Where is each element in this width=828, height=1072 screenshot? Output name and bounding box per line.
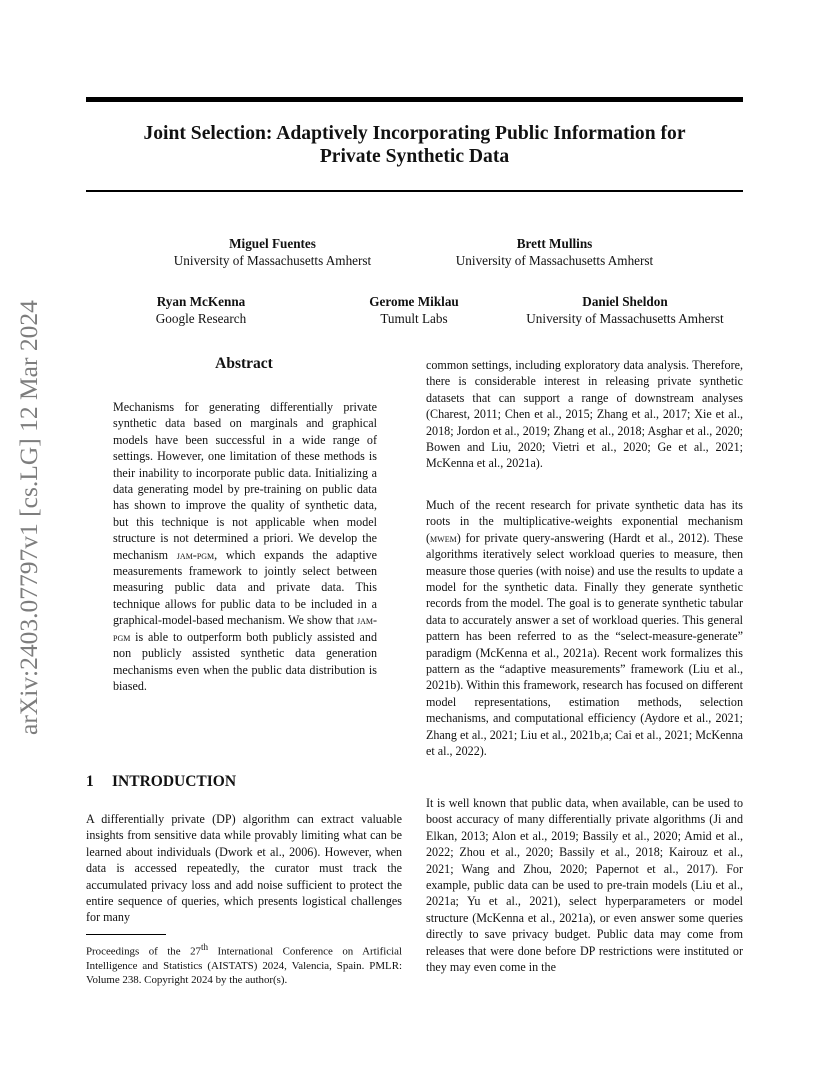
intro-paragraph: A differentially private (DP) algorithm can extract valuable insights from sensitive data while provably limiting what can be learned about individuals (Dwork et al., 2006). However, when data is accessed repeatedly, the curator must track the accumulated privacy loss and add noise sufficient to protect the entire sequence of queries, which presents logistical challenges for many [86,812,402,925]
abstract-text [113,399,377,694]
author-name: Daniel Sheldon [582,294,668,309]
abstract-part-1: Mechanisms for generating differentially private synthetic data based on marginals and graphical models have been successful in a wide range of settings. However, one limitation of these methods is their inability to incorporate public data. Initializing a data generating model by pre-training on public data has shown to improve the quality of synthetic data, but this technique is not applicable when model structure is not determined a priori. We develop the mechanism [113,400,377,562]
author-affiliation: Google Research [155,311,247,326]
author-name: Gerome Miklau [369,294,459,309]
author-block [505,293,745,327]
author-affiliation: University of Massachusetts Amherst [455,253,654,268]
arxiv-identifier-text: arXiv:2403.07797v1 [cs.LG] 12 Mar 2024 [14,300,43,735]
title-line-1: Joint Selection: Adaptively Incorporating Public Information for [143,123,686,144]
footnote-superscript: th [200,942,209,952]
mechanism-name: jam-pgm [113,613,377,644]
section-heading [86,773,236,791]
title-line-2: Private Synthetic Data [319,146,510,167]
section-number: 1 [86,773,94,790]
right-paragraph-2-part-2: ) for private query-answering (Hardt et al., 2012). These algorithms iteratively select workload queries to measure, then measure those queries (with noise) and use the results to update a model for the synthetic data. Finally they generate synthetic records from the model. The goal is to generate synthetic tabular data to accurately answer a set of workload queries. This general pattern has been referred to as the “select-measure-generate” paradigm (McKenna et al., 2021a). Recent work formalizes this pattern as the “adaptive measurements” framework (Liu et al., 2021b). Within this framework, research has focused on different model representations, estimation methods, selection mechanisms, and computational efficiency (Aydore et al., 2021; Zhang et al., 2021; Liu et al., 2021b,a; Cai et al., 2021; McKenna et al., 2022). [426,530,743,759]
abstract-part-3: is able to outperform both publicly assisted and non publicly assisted synthetic data generation mechanisms even when the public data distribution is biased. [113,629,377,693]
arxiv-identifier [10,285,50,735]
abstract-part-2: , which expands the adaptive measurements framework to jointly select between measuring public data and private data. This technique allows for public data to be included in a graphical-model-based mechanism. We show that [113,547,377,628]
right-paragraph-1: common settings, including exploratory data analysis. Therefore, there is considerable interest in releasing private synthetic datasets that can support a range of downstream analyses (Charest, 2011; Chen et al., 2015; Zhang et al., 2017; Xie et al., 2018; Jordon et al., 2019; Zhang et al., 2018; Asghar et al., 2020; Bowen and Liu, 2020; Vietri et al., 2020; Ge et al., 2021; McKenna et al., 2021a). [426,358,743,471]
paper-title [86,122,743,168]
footnote [86,940,402,987]
section-title: INTRODUCTION [112,773,237,790]
author-affiliation: Tumult Labs [380,311,448,326]
right-paragraph-3: It is well known that public data, when available, can be used to boost accuracy of many differentially private algorithms (Ji and Elkan, 2013; Alon et al., 2019; Bassily et al., 2020; Amid et al., 2022; Zhou et al., 2020; Bassily et al., 2018; Kairouz et al., 2021; Wang and Zhou, 2020; Papernot et al., 2017). For example, public data can be used to pre-train models (Liu et al., 2021a; Yu et al., 2021), select hyperparameters or model structure (McKenna et al., 2021a), or even answer some queries directly to save privacy budget. Public data may come from releases that were done before DP restrictions were instituted or they may even come in the [426,796,743,975]
mechanism-name: mwem [430,530,457,545]
mechanism-name: jam-pgm [176,547,215,562]
footnote-text-1: Proceedings of the 27 [86,945,201,958]
title-top-rule [86,97,743,102]
author-affiliation: University of Massachusetts Amherst [173,253,372,268]
author-block [121,293,281,327]
right-paragraph-2-part-1: Much of the recent research for private synthetic data has its roots in the multiplicative-weights exponential mechanism ( [426,498,743,545]
author-name: Brett Mullins [516,236,593,251]
title-bottom-rule [86,190,743,192]
author-block [334,293,494,327]
author-affiliation: University of Massachusetts Amherst [526,311,724,326]
author-name: Ryan McKenna [156,294,246,309]
footnote-rule [86,934,166,935]
abstract-heading: Abstract [215,355,273,372]
author-block [432,235,677,269]
right-paragraph-2 [426,497,743,760]
footnote-text-2: International Conference on Artificial Intelligence and Statistics (AISTATS) 2024, Valencia, Spain. PMLR: Volume 238. Copyright 2024 by the author(s). [86,945,403,986]
author-block [150,235,395,269]
author-name: Miguel Fuentes [229,236,316,251]
